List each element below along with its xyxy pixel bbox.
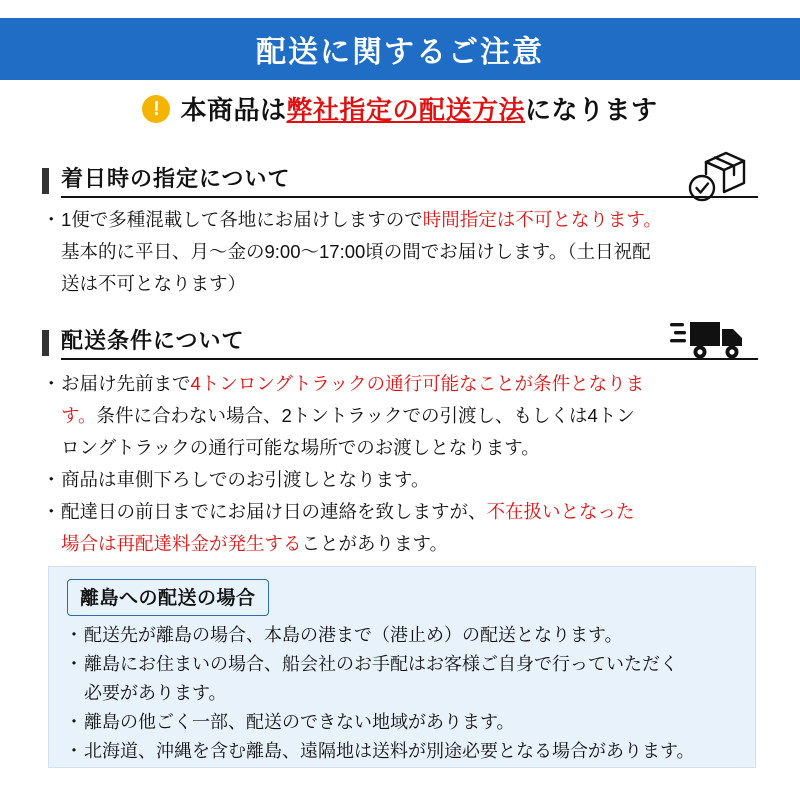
list-item-continued: 必要があります。: [84, 683, 227, 703]
list-item-continued: 送は不可となります）: [61, 273, 247, 294]
section-title-delivery-date: 着日時の指定について: [61, 164, 758, 198]
package-check-icon: [684, 148, 748, 211]
subtitle-suffix: になります: [525, 95, 658, 125]
delivery-truck-icon: [670, 314, 748, 369]
section-body-delivery-conditions: [44, 368, 760, 560]
list-item-continued: ロングトラックの通行可能な場所でのお渡しとなります。: [61, 437, 540, 458]
list-item: ・ 離島にお住まいの場合、船会社のお手配はお客様ご自身で行っていただく: [67, 650, 743, 679]
remote-island-panel: [48, 566, 756, 768]
list-item-continued: 場合は再配達料金が発生することがあります。: [61, 533, 449, 554]
section-title-delivery-conditions: 配送条件について: [61, 326, 758, 360]
section-accent-bar: [42, 168, 49, 194]
list-item: ・ 北海道、沖縄を含む離島、遠隔地は送料が別途必要となる場合があります。: [67, 737, 743, 766]
list-item: ・ 配達日の前日までにお届け日の連絡を致しますが、不在扱いとなった: [44, 496, 760, 528]
remote-island-body: [67, 621, 743, 766]
section-heading-delivery-date: [42, 164, 758, 198]
list-item: ・ 商品は車側下ろしでのお引渡しとなります。: [44, 464, 760, 496]
section-accent-bar: [42, 330, 49, 356]
list-item: ・ 離島の他ごく一部、配送のできない地域があります。: [67, 708, 743, 737]
list-item: ・ 配送先が離島の場合、本島の港まで（港止め）の配送となります。: [67, 621, 743, 650]
remote-island-tag: 離島への配送の場合: [67, 579, 269, 616]
page-title: 配送に関するご注意: [256, 36, 544, 69]
subtitle-highlight: 弊社指定の配送方法: [286, 95, 525, 125]
list-item-continued: 基本的に平日、月〜金の9:00〜17:00頃の間でお届けします。（土日祝配: [61, 241, 651, 262]
list-item: ・ お届け先前まで4トンロングトラックの通行可能なことが条件となりま: [44, 368, 760, 400]
subtitle-row: [0, 90, 800, 127]
header-banner: [0, 18, 800, 80]
section-body-delivery-date: [44, 204, 760, 300]
subtitle-text: [180, 90, 657, 127]
section-heading-delivery-conditions: [42, 326, 758, 360]
list-item: ・ 1便で多種混載して各地にお届けしますので時間指定は不可となります。: [44, 204, 760, 236]
subtitle-prefix: 本商品は: [180, 95, 287, 125]
list-item-continued: す。条件に合わない場合、2トントラックでの引渡し、もしくは4トン: [61, 405, 635, 426]
exclamation-icon: !: [142, 95, 170, 123]
